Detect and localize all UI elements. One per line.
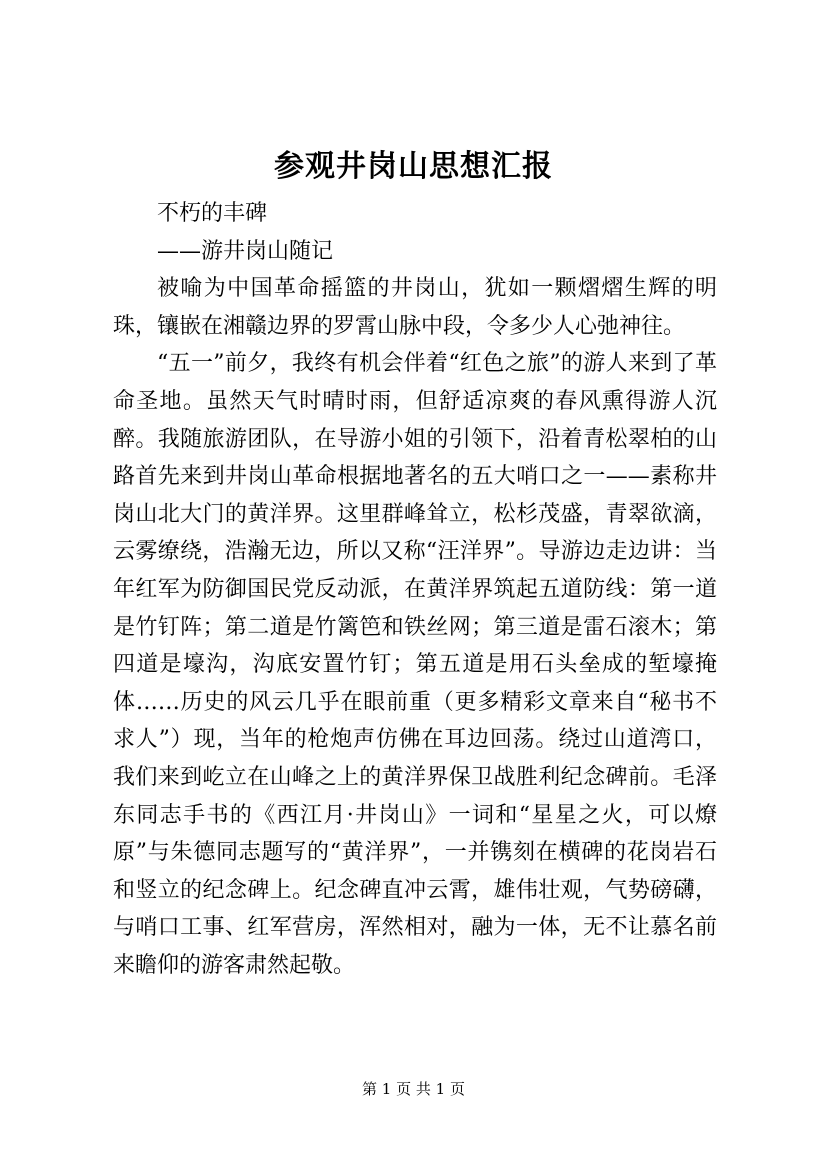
body-paragraph: “五一”前夕，我终有机会伴着“红色之旅”的游人来到了革命圣地。虽然天气时晴时雨，但舒适凉爽的春风熏得游人沉醉。我随旅游团队，在导游小姐的引领下，沿着青松翠柏的山路首先来到井岗山革命根据地著名的五大哨口之一——素称井岗山北大门的黄洋界。这里群峰耸立，松杉茂盛，青翠欲滴，云雾缭绕，浩瀚无边，所以又称“汪洋界”。导游边走边讲：当年红军为防御国民党反动派，在黄洋界筑起五道防线：第一道是竹钉阵；第二道是竹篱笆和铁丝网；第三道是雷石滚木；第四道是壕沟，沟底安置竹钉；第五道是用石头垒成的堑壕掩体……历史的风云几乎在眼前重（更多精彩文章来自“秘书不求人”）现，当年的枪炮声仿佛在耳边回荡。绕过山道湾口，我们来到屹立在山峰之上的黄洋界保卫战胜利纪念碑前。毛泽东同志手书的《西江月·井岗山》一词和“星星之火，可以燎原”与朱德同志题写的“黄洋界”，一并镌刻在横碑的花岗岩石和竖立的纪念碑上。纪念碑直冲云霄，雄伟壮观，气势磅礴，与哨口工事、红军营房，浑然相对，融为一体，无不让慕名前来瞻仰的游客肃然起敬。: [113, 351, 717, 978]
subtitle-line: ——游井岗山随记: [157, 238, 334, 264]
subtitle-line: 不朽的丰碑: [157, 201, 268, 226]
document-title: 参观井岗山思想汇报: [274, 149, 553, 184]
page-footer: 第 1 页 共 1 页: [362, 1080, 465, 1098]
body-paragraph: 被喻为中国革命摇篮的井岗山，犹如一颗熠熠生辉的明珠，镶嵌在湘赣边界的罗霄山脉中段，令多少人心弛神往。: [113, 276, 717, 339]
document-body: [113, 195, 717, 984]
